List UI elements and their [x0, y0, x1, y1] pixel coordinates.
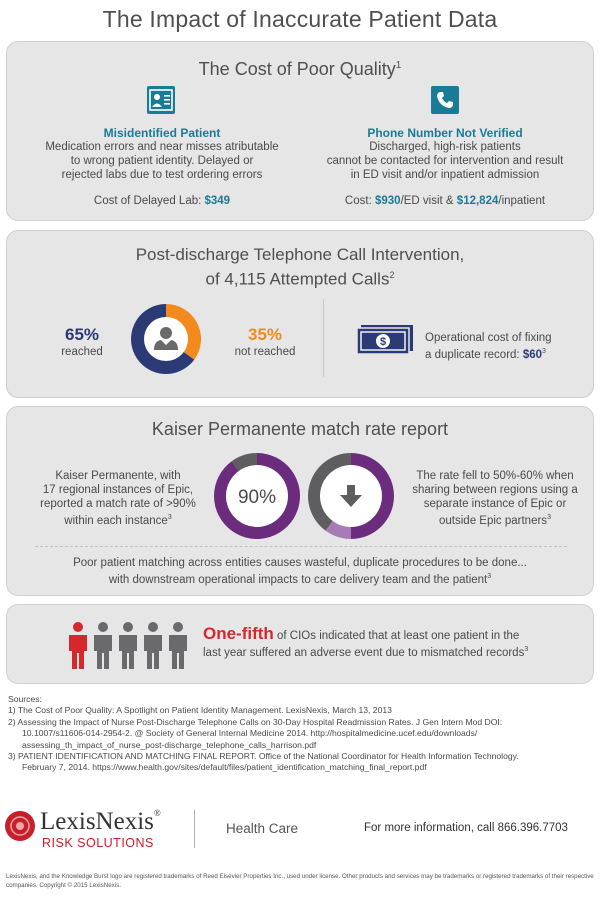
- trademark-notice: LexisNexis, and the Knowledge Burst logo are registered trademarks of Reed Elsevier Properties Inc., used under license. Other products and services may be trademarks or registered trademarks of their respective companies. Copyright © 2015 LexisNexis.: [6, 873, 594, 889]
- misidentified-desc-3: rejected labs due to test ordering errors: [61, 169, 263, 181]
- source-2-cont-1: 10.1007/s11606-014-2954-2. @ Society of General Internal Medicine 2014. http://hospitalmedicine.ucef.edu/downloads/: [22, 728, 478, 739]
- reached-label: reached: [61, 346, 103, 358]
- misidentified-patient-block: [27, 126, 297, 208]
- duplicate-record-cost: Operational cost of fixing a duplicate record: $\$60^3$: [425, 332, 552, 361]
- source-3: 3) PATIENT IDENTIFICATION AND MATCHING FINAL REPORT. Office of the National Coordinator for Health Information Technology.: [8, 751, 519, 762]
- kaiser-panel: [6, 406, 594, 596]
- sources-heading: Sources:: [8, 694, 42, 704]
- brand-name: LexisNexis®: [40, 808, 161, 835]
- phone-icon: [430, 85, 460, 115]
- kaiser-left-text: Kaiser Permanente, with 17 regional instances of Epic, reported a match rate of >90% within each instance$^3$: [40, 470, 196, 527]
- lexisnexis-logo: [4, 808, 184, 854]
- knowledge-burst-icon: [4, 810, 36, 842]
- cost-panel-heading: The Cost of Poor Quality$^1$: [198, 59, 402, 79]
- kaiser-right-text: The rate fell to 50%-60% when sharing between regions using a separate instance of Epic or outside Epic partners$^3$: [412, 470, 578, 527]
- misidentified-patient-title: Misidentified Patient: [103, 126, 221, 140]
- not-reached-pct: 35%: [247, 325, 283, 344]
- person-icon: [94, 622, 112, 669]
- svg-text:$: $: [379, 336, 387, 348]
- phone-not-verified-title: Phone Number Not Verified: [367, 126, 523, 140]
- kaiser-divider: [35, 546, 567, 547]
- cio-statement: One-fifth of CIOs indicated that at least one patient in the last year suffered an adverse event due to mismatched records$^3$: [203, 624, 529, 659]
- phone-desc-1: Discharged, high-risk patients: [369, 141, 521, 153]
- footer-divider: [194, 810, 195, 848]
- phone-desc-3: in ED visit and/or inpatient admission: [350, 169, 540, 181]
- person-icon: [169, 622, 187, 669]
- panel-divider: [323, 299, 324, 377]
- people-icons: [65, 621, 195, 671]
- contact-info: For more information, call 866.396.7703: [364, 822, 568, 834]
- not-reached-stat: [220, 325, 310, 359]
- source-2-cont-2: assessing_th_impact_of_nurse_post-discharge_telephone_calls_harrison.pdf: [22, 739, 317, 750]
- source-3-cont: February 7, 2014. https://www.health.gov/sites/default/files/patient_identification_matching_final_report.pdf: [22, 762, 427, 773]
- kaiser-heading: Kaiser Permanente match rate report: [151, 419, 449, 439]
- match-rate-value: 90%: [237, 487, 277, 508]
- rate-fell-donut: [307, 452, 395, 540]
- delayed-lab-cost: Cost of Delayed Lab: $349: [93, 195, 231, 207]
- reached-stat: [47, 325, 117, 359]
- ed-inpatient-cost: Cost: $930/ED visit & $12,824/inpatient: [344, 195, 546, 207]
- source-1: 1) The Cost of Poor Quality: A Spotlight on Patient Identity Management. LexisNexis, March 13, 2013: [8, 705, 392, 716]
- call-panel-heading: Post-discharge Telephone Call Intervention, of 4,115 Attempted Calls$^2$: [135, 245, 465, 289]
- person-icon: [144, 622, 162, 669]
- page-title: The Impact of Inaccurate Patient Data: [102, 6, 498, 32]
- health-care-label: Health Care: [226, 821, 299, 836]
- cost-of-poor-quality-panel: [6, 41, 594, 221]
- source-2: 2) Assessing the Impact of Nurse Post-Discharge Telephone Calls on 30-Day Hospital Readmission Rates. J Gen Intern Mod DOI:: [8, 716, 503, 727]
- risk-solutions: RISK SOLUTIONS: [42, 836, 154, 850]
- one-fifth-highlight: One-fifth: [203, 624, 274, 643]
- not-reached-label: not reached: [234, 346, 296, 358]
- telephone-call-panel: [6, 230, 594, 398]
- kaiser-bottom-text: Poor patient matching across entities causes wasteful, duplicate procedures to be done... with downstream operational impacts to care delivery team and the patient$^3$: [73, 557, 527, 586]
- person-icon: [119, 622, 137, 669]
- id-card-icon: [146, 85, 176, 115]
- misidentified-desc-1: Medication errors and near misses atributable: [45, 141, 279, 153]
- sources-section: [8, 694, 594, 774]
- reached-pct: 65%: [64, 325, 100, 344]
- match-rate-donut: [213, 452, 301, 540]
- call-donut-chart: [130, 303, 202, 375]
- money-icon: [355, 323, 417, 355]
- phone-desc-2: cannot be contacted for intervention and result: [326, 155, 564, 167]
- cio-panel: [6, 604, 594, 684]
- person-icon-highlighted: [69, 622, 87, 669]
- misidentified-desc-2: to wrong patient identity. Delayed or: [70, 155, 254, 167]
- phone-not-verified-block: [307, 126, 583, 208]
